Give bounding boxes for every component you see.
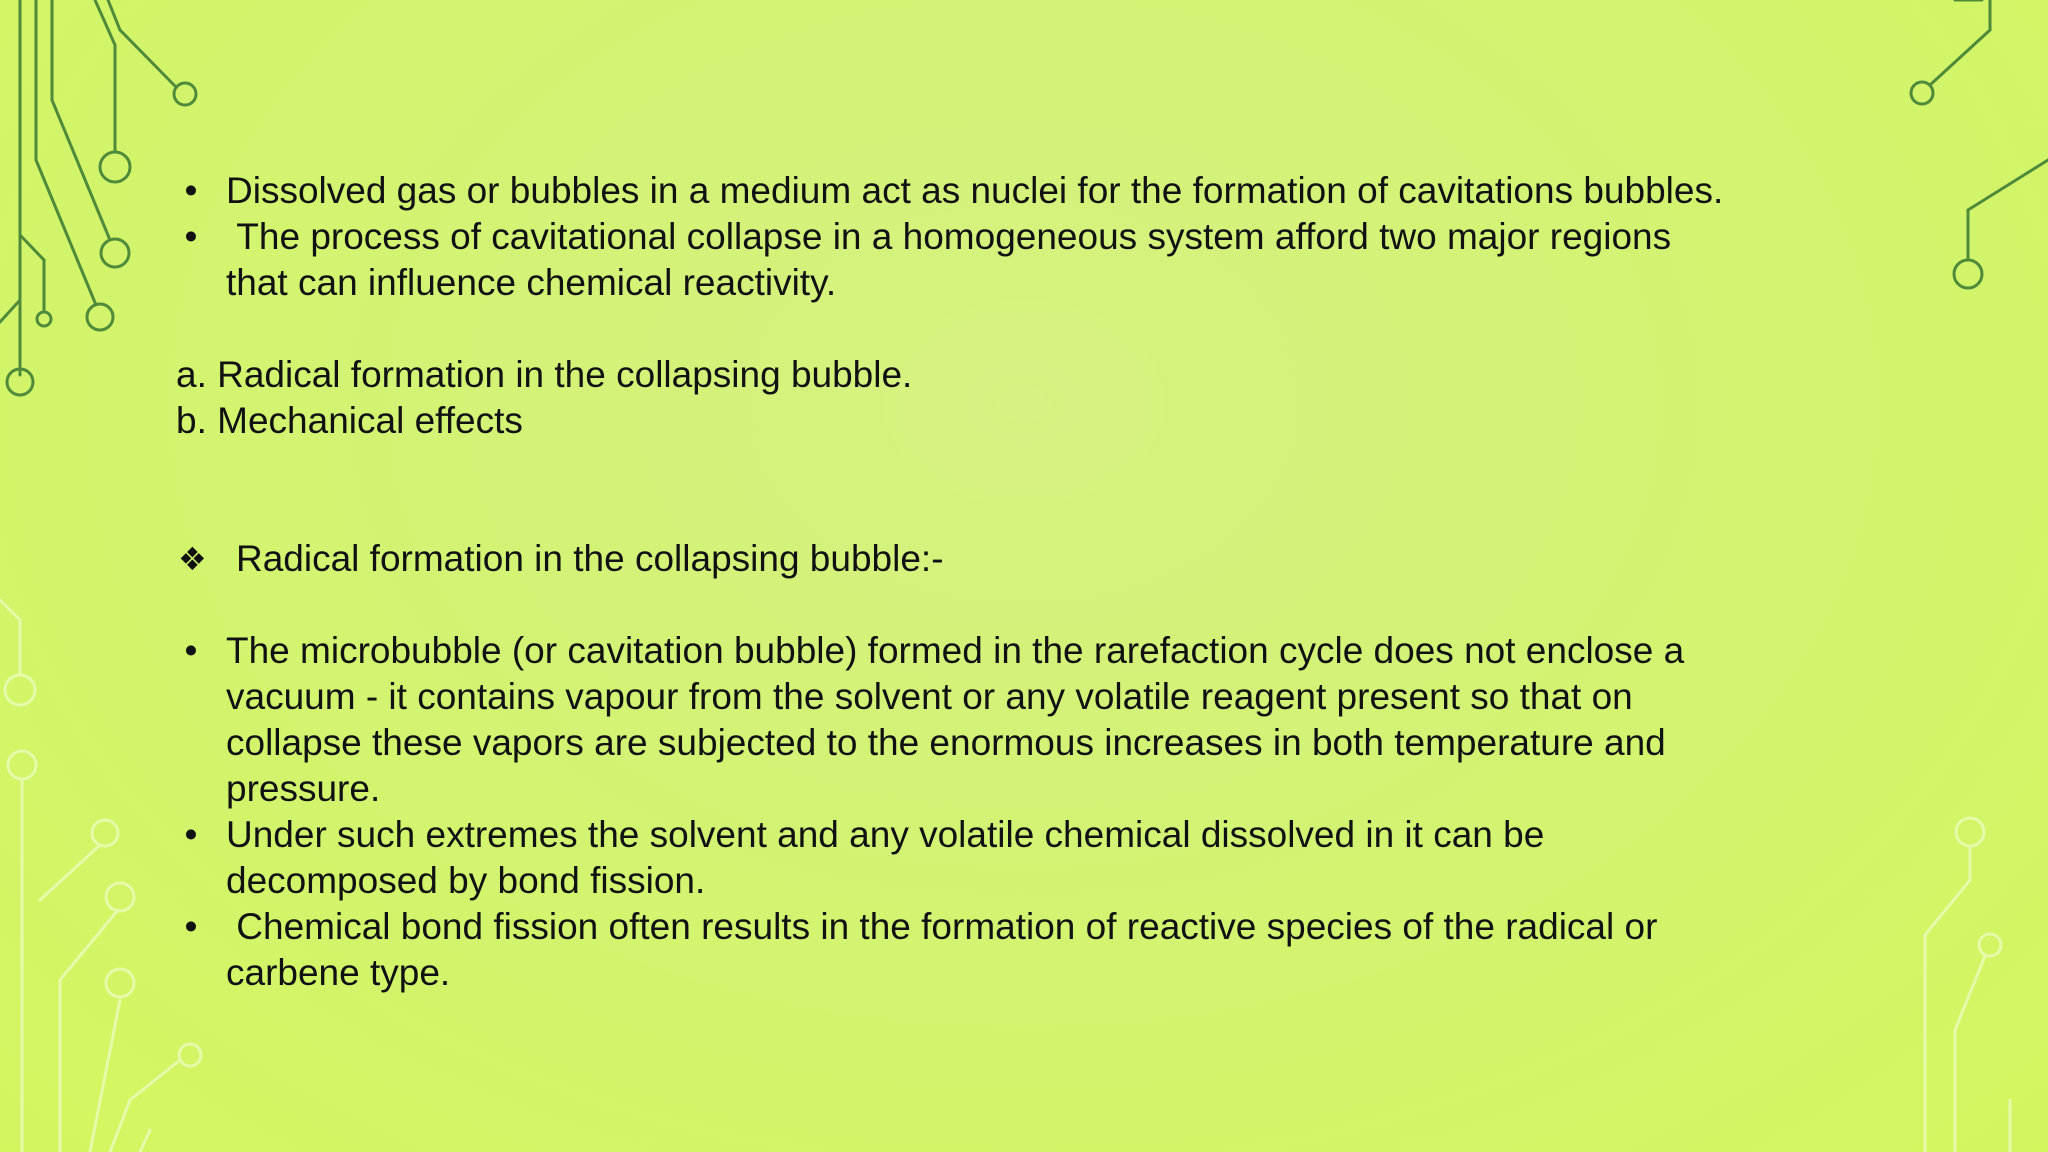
section-heading (176, 536, 1736, 582)
bullet-glyph: • (184, 170, 198, 211)
spacer (176, 444, 1736, 536)
bullet-glyph: • (184, 216, 198, 257)
section-bullet-text: Under such extremes the solvent and any volatile chemical dissolved in it can be decomposed by bond fission. (226, 814, 1545, 901)
section-bullet-text: The microbubble (or cavitation bubble) formed in the rarefaction cycle does not enclose a vacuum - it contains vapour from the solvent or any volatile reagent present so that on collapse these vapors are subjected to the enormous increases in both temperature and pressure. (226, 630, 1685, 809)
intro-bullet (176, 168, 1736, 214)
intro-bullet-text: Dissolved gas or bubbles in a medium act as nuclei for the formation of cavitations bubbles. (226, 170, 1724, 211)
bullet-glyph: • (184, 814, 198, 855)
bullet-glyph: • (184, 906, 198, 947)
section-bullet (176, 812, 1736, 904)
spacer (176, 582, 1736, 628)
spacer (176, 306, 1736, 352)
diamond-bullet-icon: ❖ (178, 540, 207, 578)
region-item: a. Radical formation in the collapsing bubble. (176, 354, 913, 395)
section-bullet-text: Chemical bond fission often results in the formation of reactive species of the radical or carbene type. (226, 906, 1668, 993)
region-item: b. Mechanical effects (176, 400, 523, 441)
section-bullet (176, 904, 1736, 996)
section-bullet (176, 628, 1736, 812)
slide-content (176, 168, 1736, 996)
intro-bullet-text: The process of cavitational collapse in a homogeneous system afford two major regions that can influence chemical reactivity. (226, 216, 1682, 303)
bullet-glyph: • (184, 630, 198, 671)
intro-bullet (176, 214, 1736, 306)
section-heading-text: Radical formation in the collapsing bubble:- (236, 538, 944, 579)
